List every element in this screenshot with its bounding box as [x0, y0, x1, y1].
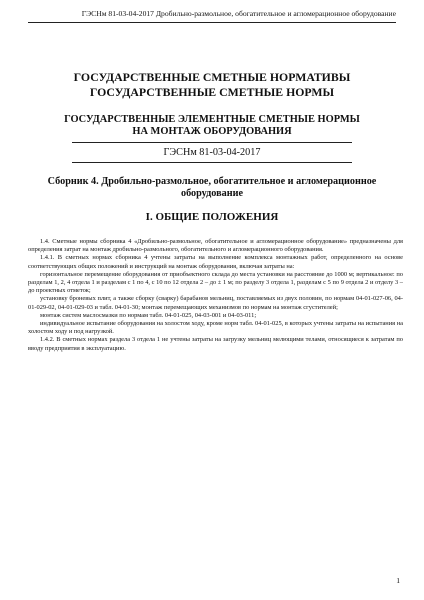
subtitle: [28, 114, 396, 138]
paragraph: 1.4.1. В сметных нормах сборника 4 учтены затраты на выполнение комплекса монтажных работ, определенного на основе соответствующих общих положений и инструкций на монтаж оборудования, включая затраты на:: [28, 254, 403, 270]
collection-title-line-1: Сборник 4. Дробильно-размольное, обогатительное и агломерационное: [47, 176, 377, 187]
collection-title-line-2: оборудование: [181, 187, 243, 199]
code-bottom-rule: [72, 162, 352, 163]
header-divider: [28, 22, 396, 23]
paragraph: установку броневых плит, а также сборку (сварку) барабанов мельниц, поставляемых из двух половин, по нормам 04-01-027-06, 04-01-029-02, 04-01-029-03 и табл. 04-01-30; монтаж перемещающих механизмов по нормам на монтаж сгустителей;: [28, 295, 403, 311]
collection-title: [34, 176, 390, 199]
main-title: [28, 70, 396, 100]
subtitle-line-1: ГОСУДАРСТВЕННЫЕ ЭЛЕМЕНТНЫЕ СМЕТНЫЕ НОРМЫ: [64, 114, 360, 125]
code-top-rule: [72, 142, 352, 143]
paragraph: монтаж систем маслосмазки по нормам табл. 04-01-025, 04-03-001 и 04-03-011;: [40, 311, 257, 319]
running-header: ГЭСНм 81-03-04-2017 Дробильно-размольное, обогатительное и агломерационное оборудование: [81, 9, 396, 18]
paragraph: индивидуальное испытание оборудования на холостом ходу, кроме норм табл. 04-01-025, в которых учтены затраты на испытания на холостом ходу и под нагрузкой.: [28, 320, 403, 336]
body-text: [28, 238, 403, 353]
paragraph: 1.4.2. В сметных нормах раздела 3 отдела 1 не учтены затраты на загрузку мельниц мелющими телами, относящиеся к затратам по вводу предприятия в эксплуатацию.: [28, 336, 403, 352]
main-title-line-2: ГОСУДАРСТВЕННЫЕ СМЕТНЫЕ НОРМЫ: [89, 85, 335, 99]
main-title-line-1: ГОСУДАРСТВЕННЫЕ СМЕТНЫЕ НОРМАТИВЫ: [73, 70, 351, 84]
paragraph: горизонтальное перемещение оборудования от приобъектного склада до места установки на расстояние до 1000 м; вертикальное: по разделам 1, 2, 4 отдела 1 и разделам с 1 по 4, с 10 по 12 отдела 2 – до ± 1 м; по разделу 3 отдела 1, разделам с 5 по 9 отдела 2 и отделу 3 – до проектных отметок;: [28, 270, 403, 295]
document-code: ГЭСНм 81-03-04-2017: [163, 147, 261, 158]
paragraph: 1.4. Сметные нормы сборника 4 «Дробильно-размольное, обогатительное и агломерационное оборудование» предназначены для определения затрат на монтаж дробильно-размольного, обогатительного и агломерационного оборудования.: [28, 238, 403, 254]
section-heading: I. ОБЩИЕ ПОЛОЖЕНИЯ: [145, 211, 279, 223]
page-number: 1: [396, 576, 400, 585]
subtitle-line-2: НА МОНТАЖ ОБОРУДОВАНИЯ: [132, 126, 292, 137]
